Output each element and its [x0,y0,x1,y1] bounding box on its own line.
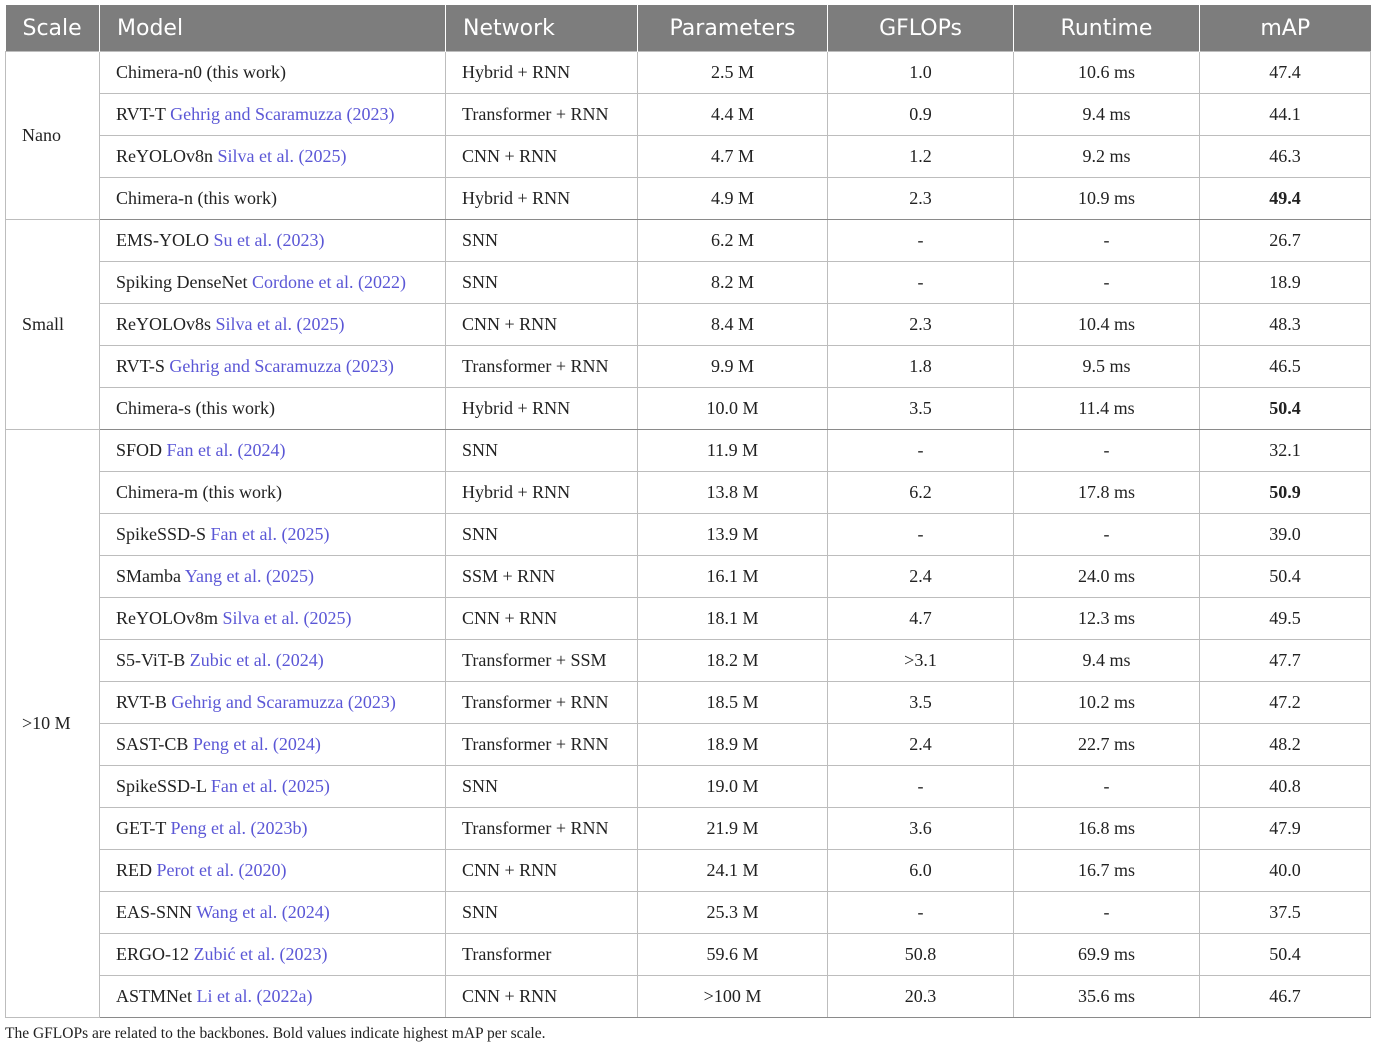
runtime-cell: 12.3 ms [1014,598,1200,640]
gflops-cell: 6.2 [828,472,1014,514]
network-cell: CNN + RNN [446,304,638,346]
gflops-cell: 50.8 [828,934,1014,976]
gflops-cell: 2.3 [828,304,1014,346]
network-cell: CNN + RNN [446,136,638,178]
gflops-cell: - [828,514,1014,556]
model-name: GET-T [116,818,167,838]
model-name: SMamba [116,566,181,586]
parameters-cell: 2.5 M [638,52,828,94]
network-cell: Transformer + RNN [446,682,638,724]
parameters-cell: 25.3 M [638,892,828,934]
parameters-cell: 18.9 M [638,724,828,766]
model-cell [100,136,446,178]
map-cell: 40.0 [1200,850,1371,892]
citation-link[interactable]: Fan et al. (2024) [166,440,286,460]
model-cell [100,262,446,304]
parameters-cell: 19.0 M [638,766,828,808]
map-cell: 46.3 [1200,136,1371,178]
network-cell: Transformer + RNN [446,94,638,136]
parameters-cell: 4.4 M [638,94,828,136]
table-row [6,346,1371,388]
runtime-cell: - [1014,220,1200,262]
model-name: S5-ViT-B [116,650,186,670]
network-cell: SNN [446,892,638,934]
model-cell [100,52,446,94]
citation-link[interactable]: Peng et al. (2023b) [170,818,308,838]
table-row [6,766,1371,808]
model-name: Spiking DenseNet [116,272,248,292]
network-cell: Transformer + RNN [446,346,638,388]
gflops-cell: >3.1 [828,640,1014,682]
model-name: SFOD [116,440,163,460]
citation-link[interactable]: Zubić et al. (2023) [193,944,328,964]
gflops-cell: 1.0 [828,52,1014,94]
runtime-cell: 16.7 ms [1014,850,1200,892]
header-model: Model [100,5,446,52]
header-map: mAP [1200,5,1371,52]
citation-link[interactable]: Gehrig and Scaramuzza (2023) [171,692,396,712]
table-row [6,850,1371,892]
runtime-cell: 10.2 ms [1014,682,1200,724]
runtime-cell: - [1014,766,1200,808]
runtime-cell: 24.0 ms [1014,556,1200,598]
header-parameters: Parameters [638,5,828,52]
map-cell: 49.4 [1200,178,1371,220]
map-cell: 46.5 [1200,346,1371,388]
table-row [6,724,1371,766]
model-name: RED [116,860,152,880]
scale-cell: Nano [6,52,100,220]
model-name: Chimera-m (this work) [116,482,282,502]
table-row [6,976,1371,1018]
gflops-cell: - [828,766,1014,808]
citation-link[interactable]: Su et al. (2023) [213,230,325,250]
model-name: RVT-T [116,104,166,124]
network-cell: Transformer + RNN [446,724,638,766]
map-cell: 18.9 [1200,262,1371,304]
model-cell [100,514,446,556]
model-cell [100,934,446,976]
gflops-cell: 20.3 [828,976,1014,1018]
parameters-cell: 10.0 M [638,388,828,430]
network-cell: Transformer + SSM [446,640,638,682]
network-cell: SNN [446,514,638,556]
table-row [6,94,1371,136]
citation-link[interactable]: Wang et al. (2024) [196,902,330,922]
runtime-cell: - [1014,892,1200,934]
map-cell: 50.4 [1200,556,1371,598]
table-row [6,598,1371,640]
map-cell: 32.1 [1200,430,1371,472]
gflops-cell: 2.4 [828,724,1014,766]
runtime-cell: 10.9 ms [1014,178,1200,220]
map-cell: 48.2 [1200,724,1371,766]
runtime-cell: 9.2 ms [1014,136,1200,178]
runtime-cell: - [1014,430,1200,472]
gflops-cell: 6.0 [828,850,1014,892]
model-name: EMS-YOLO [116,230,209,250]
parameters-cell: 6.2 M [638,220,828,262]
model-cell [100,850,446,892]
model-cell [100,472,446,514]
model-cell [100,682,446,724]
model-name: Chimera-n (this work) [116,188,277,208]
runtime-cell: 9.4 ms [1014,94,1200,136]
runtime-cell: 10.6 ms [1014,52,1200,94]
map-cell: 49.5 [1200,598,1371,640]
citation-link[interactable]: Cordone et al. (2022) [251,272,406,292]
table-row [6,52,1371,94]
parameters-cell: 18.5 M [638,682,828,724]
gflops-cell: - [828,892,1014,934]
runtime-cell: 11.4 ms [1014,388,1200,430]
citation-link[interactable]: Zubic et al. (2024) [189,650,324,670]
gflops-cell: 2.4 [828,556,1014,598]
network-cell: Transformer + RNN [446,808,638,850]
network-cell: CNN + RNN [446,850,638,892]
gflops-cell: - [828,220,1014,262]
model-cell [100,388,446,430]
network-cell: CNN + RNN [446,976,638,1018]
parameters-cell: 59.6 M [638,934,828,976]
citation-link[interactable]: Li et al. (2022a) [196,986,313,1006]
network-cell: SNN [446,220,638,262]
map-cell: 50.9 [1200,472,1371,514]
model-cell [100,976,446,1018]
map-cell: 37.5 [1200,892,1371,934]
gflops-cell: - [828,262,1014,304]
runtime-cell: 9.5 ms [1014,346,1200,388]
map-cell: 50.4 [1200,388,1371,430]
table-header-row [6,5,1371,52]
table-body [6,52,1371,1018]
gflops-cell: 3.5 [828,682,1014,724]
runtime-cell: 69.9 ms [1014,934,1200,976]
runtime-cell: 17.8 ms [1014,472,1200,514]
network-cell: SNN [446,262,638,304]
map-cell: 46.7 [1200,976,1371,1018]
table-footnote: The GFLOPs are related to the backbones. Bold values indicate highest mAP per scale. [5,1025,546,1042]
parameters-cell: 8.4 M [638,304,828,346]
parameters-cell: 4.7 M [638,136,828,178]
network-cell: SNN [446,766,638,808]
parameters-cell: 24.1 M [638,850,828,892]
network-cell: CNN + RNN [446,598,638,640]
citation-link[interactable]: Silva et al. (2025) [217,146,347,166]
runtime-cell: 10.4 ms [1014,304,1200,346]
model-name: RVT-S [116,356,165,376]
table-row [6,556,1371,598]
model-cell [100,808,446,850]
model-cell [100,94,446,136]
table-row [6,640,1371,682]
runtime-cell: - [1014,514,1200,556]
gflops-cell: - [828,430,1014,472]
table-row [6,388,1371,430]
parameters-cell: 16.1 M [638,556,828,598]
parameters-cell: 4.9 M [638,178,828,220]
model-name: SpikeSSD-L [116,776,207,796]
model-name: RVT-B [116,692,167,712]
model-cell [100,724,446,766]
model-cell [100,766,446,808]
model-name: ASTMNet [116,986,192,1006]
network-cell: Hybrid + RNN [446,178,638,220]
table-row [6,892,1371,934]
gflops-cell: 2.3 [828,178,1014,220]
citation-link[interactable]: Gehrig and Scaramuzza (2023) [170,104,395,124]
parameters-cell: 21.9 M [638,808,828,850]
runtime-cell: 16.8 ms [1014,808,1200,850]
network-cell: Hybrid + RNN [446,52,638,94]
header-gflops: GFLOPs [828,5,1014,52]
parameters-cell: 13.8 M [638,472,828,514]
table-row [6,136,1371,178]
map-cell: 44.1 [1200,94,1371,136]
network-cell: SSM + RNN [446,556,638,598]
model-cell [100,598,446,640]
network-cell: Hybrid + RNN [446,388,638,430]
gflops-cell: 1.8 [828,346,1014,388]
map-cell: 39.0 [1200,514,1371,556]
gflops-cell: 4.7 [828,598,1014,640]
table-row [6,304,1371,346]
table-row [6,220,1371,262]
table-row [6,472,1371,514]
map-cell: 26.7 [1200,220,1371,262]
parameters-cell: 18.1 M [638,598,828,640]
runtime-cell: 35.6 ms [1014,976,1200,1018]
runtime-cell: 9.4 ms [1014,640,1200,682]
gflops-cell: 3.5 [828,388,1014,430]
parameters-cell: 13.9 M [638,514,828,556]
model-cell [100,178,446,220]
citation-link[interactable]: Fan et al. (2025) [210,776,330,796]
table-row [6,430,1371,472]
citation-link[interactable]: Silva et al. (2025) [215,314,345,334]
table-row [6,682,1371,724]
map-cell: 47.9 [1200,808,1371,850]
model-cell [100,430,446,472]
parameters-cell: 9.9 M [638,346,828,388]
table-row [6,808,1371,850]
network-cell: Hybrid + RNN [446,472,638,514]
citation-link[interactable]: Perot et al. (2020) [156,860,287,880]
citation-link[interactable]: Silva et al. (2025) [222,608,352,628]
citation-link[interactable]: Yang et al. (2025) [184,566,314,586]
gflops-cell: 1.2 [828,136,1014,178]
parameters-cell: >100 M [638,976,828,1018]
map-cell: 50.4 [1200,934,1371,976]
scale-cell: Small [6,220,100,430]
map-cell: 47.4 [1200,52,1371,94]
table-row [6,262,1371,304]
model-name: ReYOLOv8n [116,146,213,166]
model-cell [100,304,446,346]
model-cell [100,556,446,598]
map-cell: 40.8 [1200,766,1371,808]
header-runtime: Runtime [1014,5,1200,52]
parameters-cell: 8.2 M [638,262,828,304]
network-cell: SNN [446,430,638,472]
map-cell: 48.3 [1200,304,1371,346]
model-cell [100,892,446,934]
runtime-cell: - [1014,262,1200,304]
model-name: ReYOLOv8m [116,608,218,628]
model-name: ReYOLOv8s [116,314,211,334]
runtime-cell: 22.7 ms [1014,724,1200,766]
network-cell: Transformer [446,934,638,976]
model-name: Chimera-n0 (this work) [116,62,286,82]
model-cell [100,346,446,388]
header-scale: Scale [6,5,100,52]
model-cell [100,220,446,262]
table-row [6,514,1371,556]
table-row [6,178,1371,220]
citation-link[interactable]: Peng et al. (2024) [192,734,321,754]
model-name: ERGO-12 [116,944,189,964]
citation-link[interactable]: Gehrig and Scaramuzza (2023) [169,356,394,376]
header-network: Network [446,5,638,52]
model-name: EAS-SNN [116,902,193,922]
results-table [5,5,1371,1018]
map-cell: 47.7 [1200,640,1371,682]
model-name: Chimera-s (this work) [116,398,275,418]
results-table-container [5,5,1370,1018]
citation-link[interactable]: Fan et al. (2025) [210,524,330,544]
model-name: SpikeSSD-S [116,524,207,544]
parameters-cell: 11.9 M [638,430,828,472]
map-cell: 47.2 [1200,682,1371,724]
table-row [6,934,1371,976]
gflops-cell: 0.9 [828,94,1014,136]
parameters-cell: 18.2 M [638,640,828,682]
gflops-cell: 3.6 [828,808,1014,850]
model-name: SAST-CB [116,734,189,754]
model-cell [100,640,446,682]
scale-cell: >10 M [6,430,100,1018]
